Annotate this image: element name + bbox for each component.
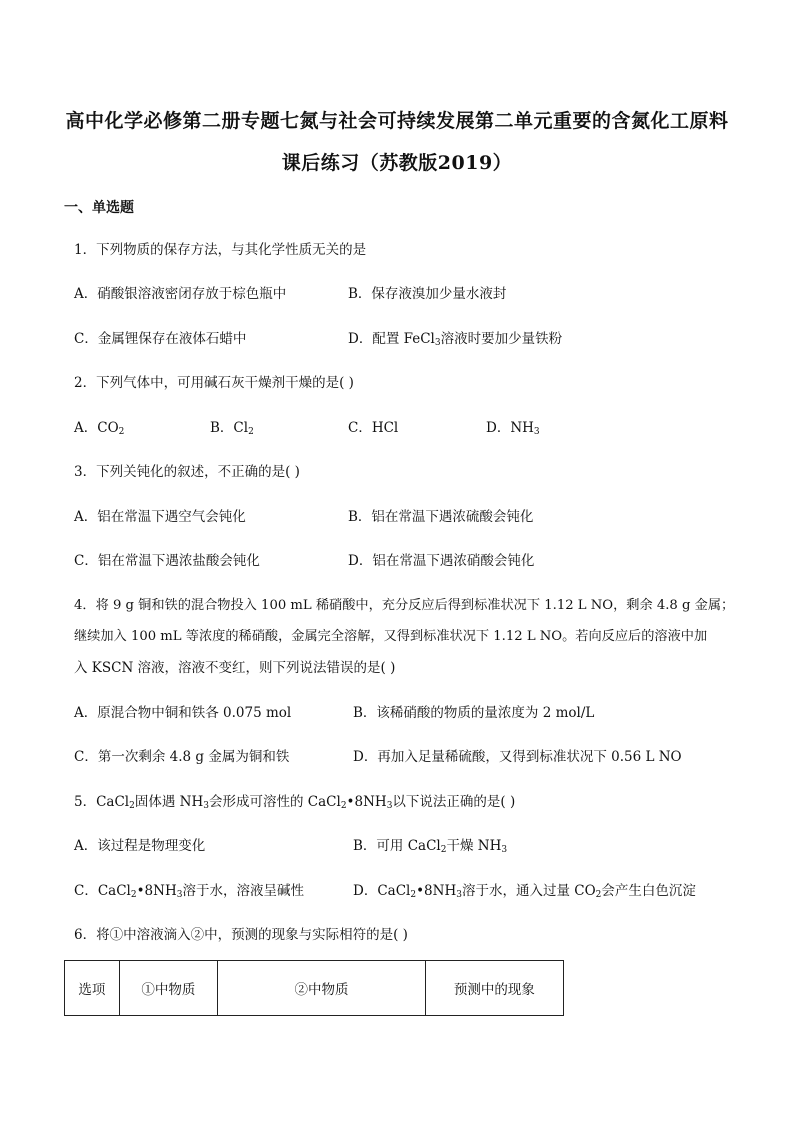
question-1-option-b: B．保存液溴加少量水液封 <box>348 286 507 302</box>
question-2-stem: 2．下列气体中，可用碱石灰干燥剂干燥的是( ) <box>74 375 354 391</box>
question-3-stem: 3．下列关钝化的叙述，不正确的是( ) <box>74 464 300 480</box>
question-4-stem-line-3: 入 KSCN 溶液，溶液不变红，则下列说法错误的是( ) <box>74 660 396 676</box>
question-3-option-a: A．铝在常温下遇空气会钝化 <box>74 509 246 525</box>
question-3-option-c: C．铝在常温下遇浓盐酸会钝化 <box>74 553 260 569</box>
question-2-option-b: B．$Cl_2$ <box>210 420 254 437</box>
question-2-option-c: C．HCl <box>348 420 399 436</box>
question-2-option-a: A．$CO_2$ <box>74 420 125 437</box>
table-header-cell: ②中物质 <box>218 961 426 1016</box>
table-header-cell: 选项 <box>65 961 120 1016</box>
question-1-stem: 1．下列物质的保存方法，与其化学性质无关的是 <box>74 242 367 258</box>
question-5-option-b: B．可用 CaCl$_2$干燥 $NH_3$ <box>353 838 508 855</box>
question-4-option-b: B．该稀硝酸的物质的量浓度为 2 mol/L <box>353 705 595 721</box>
question-4-option-d: D．再加入足量稀硫酸，又得到标准状况下 0.56 L NO <box>353 749 682 765</box>
document-title: 高中化学必修第二册专题七氮与社会可持续发展第二单元重要的含氮化工原料 <box>65 110 729 132</box>
question-1-option-d: D．配置 FeCl$_3$溶液时要加少量铁粉 <box>348 331 563 348</box>
question-6-table <box>64 960 564 1016</box>
table-header-row <box>65 961 564 1016</box>
question-5-option-a: A．该过程是物理变化 <box>74 838 206 854</box>
question-4-stem-line-1: 4．将 9 g 铜和铁的混合物投入 100 mL 稀硝酸中，充分反应后得到标准状况下 1.12 L NO，剩余 4.8 g 金属； <box>74 598 735 613</box>
question-1-option-a: A．硝酸银溶液密闭存放于棕色瓶中 <box>74 286 287 302</box>
section-heading: 一、单选题 <box>64 200 134 216</box>
document-subtitle: 课后练习（苏教版2019） <box>281 152 513 174</box>
question-4-option-c: C．第一次剩余 4.8 g 金属为铜和铁 <box>74 749 290 765</box>
question-4-option-a: A．原混合物中铜和铁各 0.075 mol <box>74 705 292 721</box>
question-2-option-d: D．$NH_3$ <box>486 420 540 437</box>
question-3-option-d: D．铝在常温下遇浓硝酸会钝化 <box>348 553 535 569</box>
table-header-cell: ①中物质 <box>119 961 217 1016</box>
question-5-option-d: D．$CaCl_2•8NH_3$溶于水，通入过量 $CO_2$会产生白色沉淀 <box>353 883 696 900</box>
question-3-option-b: B．铝在常温下遇浓硫酸会钝化 <box>348 509 534 525</box>
question-5-option-c: C．$CaCl_2•8NH_3$溶于水，溶液呈碱性 <box>74 883 304 900</box>
table-header-cell: 预测中的现象 <box>425 961 563 1016</box>
question-1-option-c: C．金属锂保存在液体石蜡中 <box>74 331 247 347</box>
question-6-stem: 6．将①中溶液滴入②中，预测的现象与实际相符的是( ) <box>74 927 408 943</box>
question-4-stem-line-2: 继续加入 100 mL 等浓度的稀硝酸，金属完全溶解，又得到标准状况下 1.12 L NO。若向反应后的溶液中加 <box>74 629 708 644</box>
question-5-stem: 5．CaCl$_2$固体遇 $NH_3$会形成可溶性的 $CaCl_2•8NH_3$以下说法正确的是( ) <box>74 794 516 811</box>
